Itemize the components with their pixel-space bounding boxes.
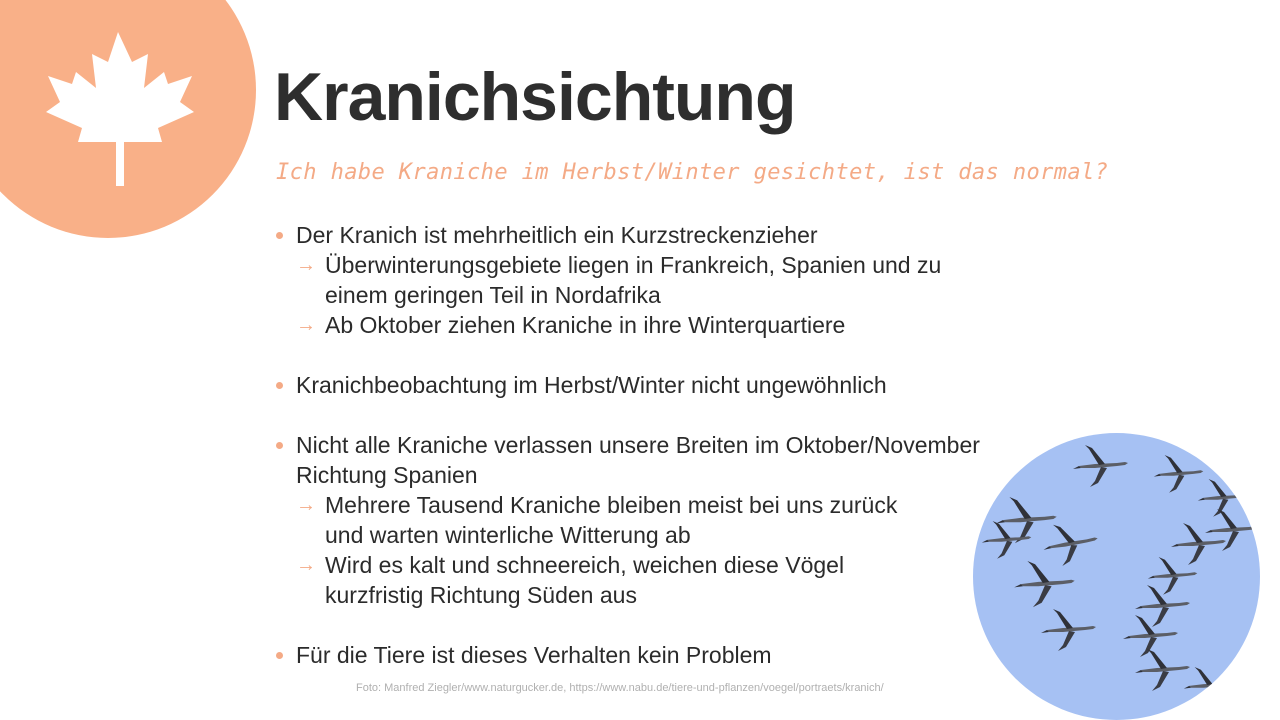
slide-title: Kranichsichtung [274, 59, 796, 135]
sub-bullet-text: Wird es kalt und schneereich, weichen diese Vögel [325, 552, 845, 578]
bullet-continuation [272, 460, 1072, 490]
bullet-dot [276, 232, 283, 239]
bullet-dot [276, 442, 283, 449]
bullet-dot [276, 652, 283, 659]
sub-bullet-text: einem geringen Teil in Nordafrika [325, 282, 661, 308]
spacer [272, 340, 1072, 370]
sub-bullet-continuation [272, 520, 1072, 550]
bullet-text: Richtung Spanien [296, 462, 478, 488]
arrow-right-icon: → [296, 314, 316, 336]
bullet-list [272, 220, 1072, 670]
sub-bullet-text: kurzfristig Richtung Süden aus [325, 582, 637, 608]
bullet-item [272, 430, 1072, 460]
sub-bullet-continuation [272, 280, 1072, 310]
arrow-right-icon: → [296, 494, 316, 516]
maple-leaf-icon [40, 28, 200, 190]
spacer [272, 400, 1072, 430]
photo-caption: Foto: Manfred Ziegler/www.naturgucker.de, https://www.nabu.de/tiere-und-pflanzen/voegel/portraets/kranich/ [356, 682, 884, 694]
bullet-text: Kranichbeobachtung im Herbst/Winter nicht ungewöhnlich [296, 372, 887, 398]
arrow-right-icon: → [296, 554, 316, 576]
sub-bullet-item [272, 490, 1072, 520]
arrow-right-icon: → [296, 254, 316, 276]
cranes-illustration [973, 433, 1260, 720]
sub-bullet-item [272, 250, 1072, 280]
sub-bullet-item [272, 550, 1072, 580]
sub-bullet-text: Mehrere Tausend Kraniche bleiben meist bei uns zurück [325, 492, 898, 518]
sub-bullet-text: Ab Oktober ziehen Kraniche in ihre Winterquartiere [325, 312, 846, 338]
spacer [272, 610, 1072, 640]
bullet-text: Für die Tiere ist dieses Verhalten kein Problem [296, 642, 772, 668]
bullet-item [272, 640, 1072, 670]
flock-of-cranes-photo [973, 433, 1260, 720]
bullet-item [272, 220, 1072, 250]
slide-subtitle: Ich habe Kraniche im Herbst/Winter gesichtet, ist das normal? [276, 160, 1109, 185]
bullet-dot [276, 382, 283, 389]
sub-bullet-text: Überwinterungsgebiete liegen in Frankreich, Spanien und zu [325, 252, 942, 278]
bullet-item [272, 370, 1072, 400]
bullet-text: Der Kranich ist mehrheitlich ein Kurzstreckenzieher [296, 222, 818, 248]
bullet-text: Nicht alle Kraniche verlassen unsere Breiten im Oktober/November [296, 432, 980, 458]
sub-bullet-item [272, 310, 1072, 340]
sub-bullet-continuation [272, 580, 1072, 610]
sub-bullet-text: und warten winterliche Witterung ab [325, 522, 691, 548]
